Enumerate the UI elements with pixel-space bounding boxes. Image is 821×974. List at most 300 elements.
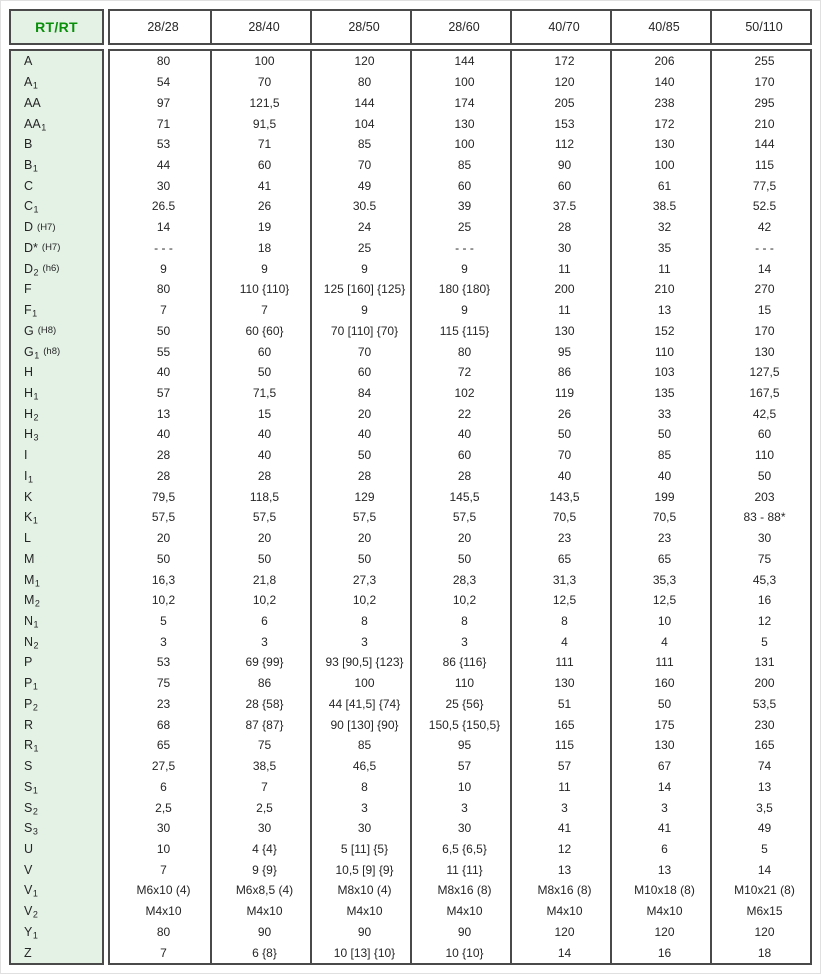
table-cell: 87 {87} xyxy=(245,717,284,732)
table-cell: 5 xyxy=(160,613,167,628)
row-label-subscript: 3 xyxy=(32,826,38,837)
table-cell: 90 xyxy=(257,924,272,939)
column-header-40-85: 40/85 xyxy=(610,11,710,43)
row-label-base: K xyxy=(24,510,33,525)
table-cell: 77,5 xyxy=(752,178,777,193)
table-cell: - - - xyxy=(755,240,774,255)
data-column-40-85 xyxy=(610,51,710,963)
row-label-base: N xyxy=(24,613,34,628)
table-cell: 41 xyxy=(257,178,272,193)
table-cell: 28 xyxy=(156,448,171,463)
table-cell: 104 xyxy=(354,116,375,131)
table-cell: 14 xyxy=(657,779,672,794)
table-cell: 90 xyxy=(557,157,572,172)
table-cell: 71 xyxy=(257,137,272,152)
row-label-tolerance-note: (H8) xyxy=(37,325,57,337)
row-label-base: K xyxy=(24,489,33,504)
row-label xyxy=(11,880,102,901)
table-cell: 28 xyxy=(457,468,472,483)
table-cell: 14 xyxy=(557,945,572,960)
table-cell: 30 xyxy=(156,821,171,836)
row-label xyxy=(11,279,102,300)
table-cell: 85 xyxy=(457,157,472,172)
row-label xyxy=(11,548,102,569)
table-cell: 57,5 xyxy=(452,510,477,525)
table-cell: 19 xyxy=(257,220,272,235)
table-cell: 20 xyxy=(457,531,472,546)
row-label-base: H xyxy=(24,365,34,380)
table-cell: 28,3 xyxy=(452,572,477,587)
table-cell: 50 xyxy=(257,551,272,566)
table-cell: 39 xyxy=(457,199,472,214)
table-cell: 167,5 xyxy=(749,385,780,400)
table-cell: 125 [160] {125} xyxy=(323,282,406,297)
row-label-base: D xyxy=(24,261,34,276)
row-label-tolerance-note: (h8) xyxy=(43,346,61,358)
table-cell: 6 xyxy=(661,841,668,856)
row-label xyxy=(11,735,102,756)
row-label-subscript: 1 xyxy=(33,619,39,630)
data-column-40-70 xyxy=(510,51,610,963)
table-cell: 110 xyxy=(654,344,675,359)
row-label xyxy=(11,673,102,694)
table-cell: 10 {10} xyxy=(445,945,484,960)
table-cell: 9 xyxy=(461,261,468,276)
row-label-subscript: 1 xyxy=(32,308,38,319)
table-corner-header: RT/RT xyxy=(9,9,104,45)
row-label-tolerance-note: (H7) xyxy=(37,221,56,233)
row-label-base: B xyxy=(24,137,33,152)
table-cell: 7 xyxy=(160,303,167,318)
table-cell: 18 xyxy=(757,945,772,960)
table-cell: 27,3 xyxy=(352,572,377,587)
table-cell: 45,3 xyxy=(752,572,777,587)
table-cell: 65 xyxy=(557,551,572,566)
row-label-subscript: 2 xyxy=(32,806,38,817)
table-cell: 120 xyxy=(554,75,575,90)
row-label-subscript: 2 xyxy=(33,640,39,651)
table-cell: 53 xyxy=(156,655,171,670)
row-label xyxy=(11,859,102,880)
table-cell: 13 xyxy=(657,303,672,318)
table-cell: 10,2 xyxy=(151,593,176,608)
row-label xyxy=(11,569,102,590)
table-cell: 13 xyxy=(557,862,572,877)
table-cell: 57 xyxy=(457,759,472,774)
row-label xyxy=(11,901,102,922)
table-cell: 60 xyxy=(457,448,472,463)
table-cell: 70 xyxy=(257,75,272,90)
row-label xyxy=(11,466,102,487)
row-label-base: F xyxy=(24,303,32,318)
table-cell: 180 {180} xyxy=(438,282,491,297)
table-cell: 2,5 xyxy=(256,800,273,815)
table-cell: 24 xyxy=(357,220,372,235)
table-cell: M8x16 (8) xyxy=(537,883,592,898)
table-cell: 68 xyxy=(156,717,171,732)
table-cell: 27,5 xyxy=(151,759,176,774)
table-cell: 85 xyxy=(657,448,672,463)
table-cell: 206 xyxy=(654,54,675,69)
row-label xyxy=(11,300,102,321)
table-cell: 12,5 xyxy=(652,593,677,608)
row-label-base: I xyxy=(24,448,28,463)
table-cell: 26 xyxy=(557,406,572,421)
table-cell: 61 xyxy=(657,178,672,193)
table-cell: 21,8 xyxy=(252,572,277,587)
table-cell: 10,2 xyxy=(352,593,377,608)
table-cell: 14 xyxy=(757,261,772,276)
row-label xyxy=(11,196,102,217)
table-cell: 67 xyxy=(657,759,672,774)
table-cell: 11 xyxy=(658,261,671,276)
table-cell: 12 xyxy=(757,613,772,628)
table-cell: 15 xyxy=(757,303,772,318)
row-label xyxy=(11,507,102,528)
row-label-base: Z xyxy=(24,945,32,960)
row-label-block xyxy=(9,9,104,965)
table-cell: 28 xyxy=(557,220,572,235)
table-cell: 174 xyxy=(454,95,475,110)
table-cell: 130 xyxy=(554,676,575,691)
table-cell: 70,5 xyxy=(552,510,577,525)
table-cell: 95 xyxy=(557,344,572,359)
table-cell: 30 xyxy=(257,821,272,836)
row-label-base: C xyxy=(24,178,34,193)
table-cell: 165 xyxy=(554,717,575,732)
table-cell: 44 [41,5] {74} xyxy=(328,696,401,711)
table-cell: 84 xyxy=(357,385,372,400)
table-cell: 3 xyxy=(361,800,368,815)
table-cell: 30.5 xyxy=(352,199,377,214)
table-cell: 70 xyxy=(357,157,372,172)
row-label-base: H xyxy=(24,427,34,442)
table-cell: M4x10 xyxy=(646,904,683,919)
table-cell: 80 xyxy=(357,75,372,90)
table-cell: 60 xyxy=(257,157,272,172)
table-cell: 60 {60} xyxy=(245,323,284,338)
table-cell: 71 xyxy=(156,116,171,131)
row-label-base: M xyxy=(24,572,35,587)
table-cell: M8x16 (8) xyxy=(437,883,492,898)
table-cell: 120 xyxy=(554,924,575,939)
row-label xyxy=(11,486,102,507)
table-cell: 71,5 xyxy=(252,385,277,400)
table-cell: 30 xyxy=(357,821,372,836)
row-label-base: Y xyxy=(24,924,33,939)
table-cell: 50 xyxy=(357,551,372,566)
table-cell: 5 [11] {5} xyxy=(340,841,389,856)
row-label xyxy=(11,611,102,632)
table-cell: 120 xyxy=(754,924,775,939)
table-cell: 28 xyxy=(156,468,171,483)
table-cell: 6 {8} xyxy=(252,945,277,960)
table-cell: 110 {110} xyxy=(239,282,290,297)
table-cell: 4 xyxy=(661,634,668,649)
table-cell: 6 xyxy=(160,779,167,794)
row-labels-column xyxy=(9,49,104,965)
table-cell: 9 xyxy=(261,261,268,276)
table-cell: 12,5 xyxy=(552,593,577,608)
table-cell: 152 xyxy=(654,323,675,338)
row-label xyxy=(11,92,102,113)
table-header-row xyxy=(108,9,812,45)
row-label xyxy=(11,134,102,155)
table-cell: 8 xyxy=(461,613,468,628)
table-cell: 16,3 xyxy=(151,572,176,587)
row-label xyxy=(11,776,102,797)
table-cell: 9 xyxy=(361,303,368,318)
row-label-subscript: 2 xyxy=(34,598,40,609)
row-label-subscript: 1 xyxy=(27,474,33,485)
table-cell: 103 xyxy=(654,365,675,380)
row-label-base: AA xyxy=(24,116,41,131)
table-cell: 130 xyxy=(454,116,475,131)
dimensions-table xyxy=(9,9,812,965)
table-cell: 8 xyxy=(361,613,368,628)
column-header-28-60: 28/60 xyxy=(410,11,510,43)
table-cell: 119 xyxy=(554,385,575,400)
table-cell: 35,3 xyxy=(652,572,677,587)
row-label xyxy=(11,942,102,963)
table-cell: 100 xyxy=(254,54,275,69)
table-cell: 55 xyxy=(156,344,171,359)
table-cell: 120 xyxy=(354,54,375,69)
table-cell: 255 xyxy=(754,54,775,69)
table-cell: 3 xyxy=(661,800,668,815)
row-label xyxy=(11,258,102,279)
table-cell: 80 xyxy=(457,344,472,359)
row-label-base: H xyxy=(24,406,34,421)
table-cell: 295 xyxy=(754,95,775,110)
row-label-base: B xyxy=(24,157,33,172)
row-label-subscript: 1 xyxy=(32,930,38,941)
table-cell: 90 xyxy=(357,924,372,939)
row-label xyxy=(11,922,102,943)
row-label-base: V xyxy=(24,904,33,919)
table-cell: 144 xyxy=(454,54,475,69)
row-label-base: V xyxy=(24,883,33,898)
table-cell: 60 xyxy=(557,178,572,193)
table-cell: 80 xyxy=(156,282,171,297)
table-cell: 9 {9} xyxy=(252,862,277,877)
table-cell: 69 {99} xyxy=(245,655,284,670)
row-label xyxy=(11,155,102,176)
table-cell: 3 xyxy=(461,634,468,649)
row-label-tolerance-note: (H7) xyxy=(41,242,61,254)
table-cell: 65 xyxy=(156,738,171,753)
table-cell: 100 xyxy=(454,137,475,152)
row-label xyxy=(11,362,102,383)
table-cell: 50 xyxy=(156,551,171,566)
table-cell: 127,5 xyxy=(749,365,780,380)
table-cell: 75 xyxy=(156,676,171,691)
table-cell: 11 xyxy=(558,779,571,794)
table-cell: 28 {58} xyxy=(245,696,284,711)
table-cell: 70 [110] {70} xyxy=(330,323,399,338)
table-cell: 172 xyxy=(654,116,675,131)
row-label xyxy=(11,694,102,715)
table-cell: 50 xyxy=(657,427,672,442)
table-cell: 210 xyxy=(754,116,775,131)
table-cell: 100 xyxy=(654,157,675,172)
table-cell: 60 xyxy=(257,344,272,359)
data-column-28-50 xyxy=(310,51,410,963)
table-cell: 40 xyxy=(257,427,272,442)
table-cell: 86 xyxy=(257,676,272,691)
table-cell: 30 xyxy=(156,178,171,193)
table-cell: 5 xyxy=(761,634,768,649)
row-label-subscript: 1 xyxy=(32,785,38,796)
row-label-base: A xyxy=(24,75,33,90)
row-label-base: P xyxy=(24,696,33,711)
table-cell: 130 xyxy=(654,137,675,152)
table-cell: 175 xyxy=(654,717,675,732)
row-label-subscript: 2 xyxy=(33,267,39,278)
row-label-subscript: 1 xyxy=(33,204,39,215)
data-block xyxy=(108,9,812,965)
table-cell: 15 xyxy=(257,406,272,421)
table-cell: 86 xyxy=(557,365,572,380)
table-cell: 238 xyxy=(654,95,675,110)
table-cell: 91,5 xyxy=(252,116,277,131)
table-cell: 11 xyxy=(558,303,571,318)
table-cell: 70 xyxy=(357,344,372,359)
row-label-base: V xyxy=(24,862,33,877)
row-label xyxy=(11,341,102,362)
column-header-28-40: 28/40 xyxy=(210,11,310,43)
table-cell: 57,5 xyxy=(352,510,377,525)
table-cell: 170 xyxy=(754,323,775,338)
row-label xyxy=(11,839,102,860)
table-cell: 131 xyxy=(754,655,775,670)
table-cell: 205 xyxy=(554,95,575,110)
table-cell: 74 xyxy=(757,759,772,774)
row-label-base: C xyxy=(24,199,34,214)
table-cell: 3 xyxy=(261,634,268,649)
table-cell: 6 xyxy=(261,613,268,628)
table-cell: 42,5 xyxy=(752,406,777,421)
data-column-28-28 xyxy=(110,51,210,963)
table-cell: 4 {4} xyxy=(252,841,277,856)
table-cell: M4x10 xyxy=(446,904,483,919)
row-label-base: AA xyxy=(24,95,41,110)
table-cell: 140 xyxy=(654,75,675,90)
table-cell: 50 xyxy=(657,696,672,711)
row-label xyxy=(11,424,102,445)
table-cell: 53,5 xyxy=(752,696,777,711)
table-cell: 25 xyxy=(357,240,372,255)
table-cell: 40 xyxy=(657,468,672,483)
row-label-base: N xyxy=(24,634,34,649)
table-cell: 14 xyxy=(757,862,772,877)
table-cell: 100 xyxy=(454,75,475,90)
table-cell: 3 xyxy=(160,634,167,649)
table-cell: 52.5 xyxy=(752,199,777,214)
row-label-base: L xyxy=(24,531,31,546)
table-cell: 118,5 xyxy=(249,489,280,504)
table-cell: M6x8,5 (4) xyxy=(235,883,294,898)
table-cell: 135 xyxy=(654,385,675,400)
row-label xyxy=(11,797,102,818)
table-cell: 115 xyxy=(754,157,775,172)
table-cell: 9 xyxy=(461,303,468,318)
table-cell: 35 xyxy=(657,240,672,255)
table-cell: 111 xyxy=(555,655,574,670)
data-column-50-110 xyxy=(710,51,810,963)
table-cell: 9 xyxy=(361,261,368,276)
table-cell: 57,5 xyxy=(151,510,176,525)
table-cell: 8 xyxy=(361,779,368,794)
row-label-subscript: 1 xyxy=(32,80,38,91)
row-label-base: F xyxy=(24,282,32,297)
table-cell: 172 xyxy=(554,54,575,69)
row-label-base: A xyxy=(24,54,33,69)
table-cell: 20 xyxy=(257,531,272,546)
data-column-28-60 xyxy=(410,51,510,963)
row-label xyxy=(11,590,102,611)
row-label-subscript: 1 xyxy=(34,350,40,361)
table-cell: 57,5 xyxy=(252,510,277,525)
table-cell: 75 xyxy=(257,738,272,753)
row-label xyxy=(11,238,102,259)
row-label xyxy=(11,403,102,424)
row-label-subscript: 2 xyxy=(32,909,38,920)
table-cell: 120 xyxy=(654,924,675,939)
table-cell: 10 xyxy=(156,841,171,856)
table-cell: 31,3 xyxy=(552,572,577,587)
table-cell: 23 xyxy=(657,531,672,546)
table-cell: 54 xyxy=(156,75,171,90)
table-cell: 40 xyxy=(357,427,372,442)
table-cell: 144 xyxy=(354,95,375,110)
table-cell: 3 xyxy=(361,634,368,649)
table-cell: 199 xyxy=(654,489,675,504)
table-cell: 83 - 88* xyxy=(743,510,786,525)
row-label-base: U xyxy=(24,841,34,856)
row-label-base: P xyxy=(24,655,33,670)
row-label-base: S xyxy=(24,759,33,774)
table-cell: 2,5 xyxy=(155,800,172,815)
table-cell: 25 {56} xyxy=(445,696,484,711)
row-label xyxy=(11,51,102,72)
table-cell: M4x10 xyxy=(346,904,383,919)
table-cell: M10x18 (8) xyxy=(634,883,695,898)
table-cell: 93 [90,5] {123} xyxy=(325,655,404,670)
row-label-base: D xyxy=(24,220,34,235)
table-cell: 41 xyxy=(657,821,672,836)
table-cell: 10 xyxy=(457,779,472,794)
column-header-50-110: 50/110 xyxy=(710,11,810,43)
table-cell: 210 xyxy=(654,282,675,297)
row-label-base: G xyxy=(24,344,34,359)
table-cell: 23 xyxy=(156,696,171,711)
column-header-40-70: 40/70 xyxy=(510,11,610,43)
table-cell: 129 xyxy=(354,489,375,504)
table-cell: M6x15 xyxy=(746,904,783,919)
row-label-subscript: 1 xyxy=(41,122,47,133)
table-cell: 70,5 xyxy=(652,510,677,525)
table-cell: 143,5 xyxy=(549,489,580,504)
table-cell: 85 xyxy=(357,738,372,753)
table-cell: 115 xyxy=(554,738,575,753)
table-cell: 23 xyxy=(557,531,572,546)
table-cell: 95 xyxy=(457,738,472,753)
row-label xyxy=(11,445,102,466)
table-cell: 10 [13] {10} xyxy=(333,945,396,960)
table-cell: 85 xyxy=(357,137,372,152)
row-label xyxy=(11,217,102,238)
